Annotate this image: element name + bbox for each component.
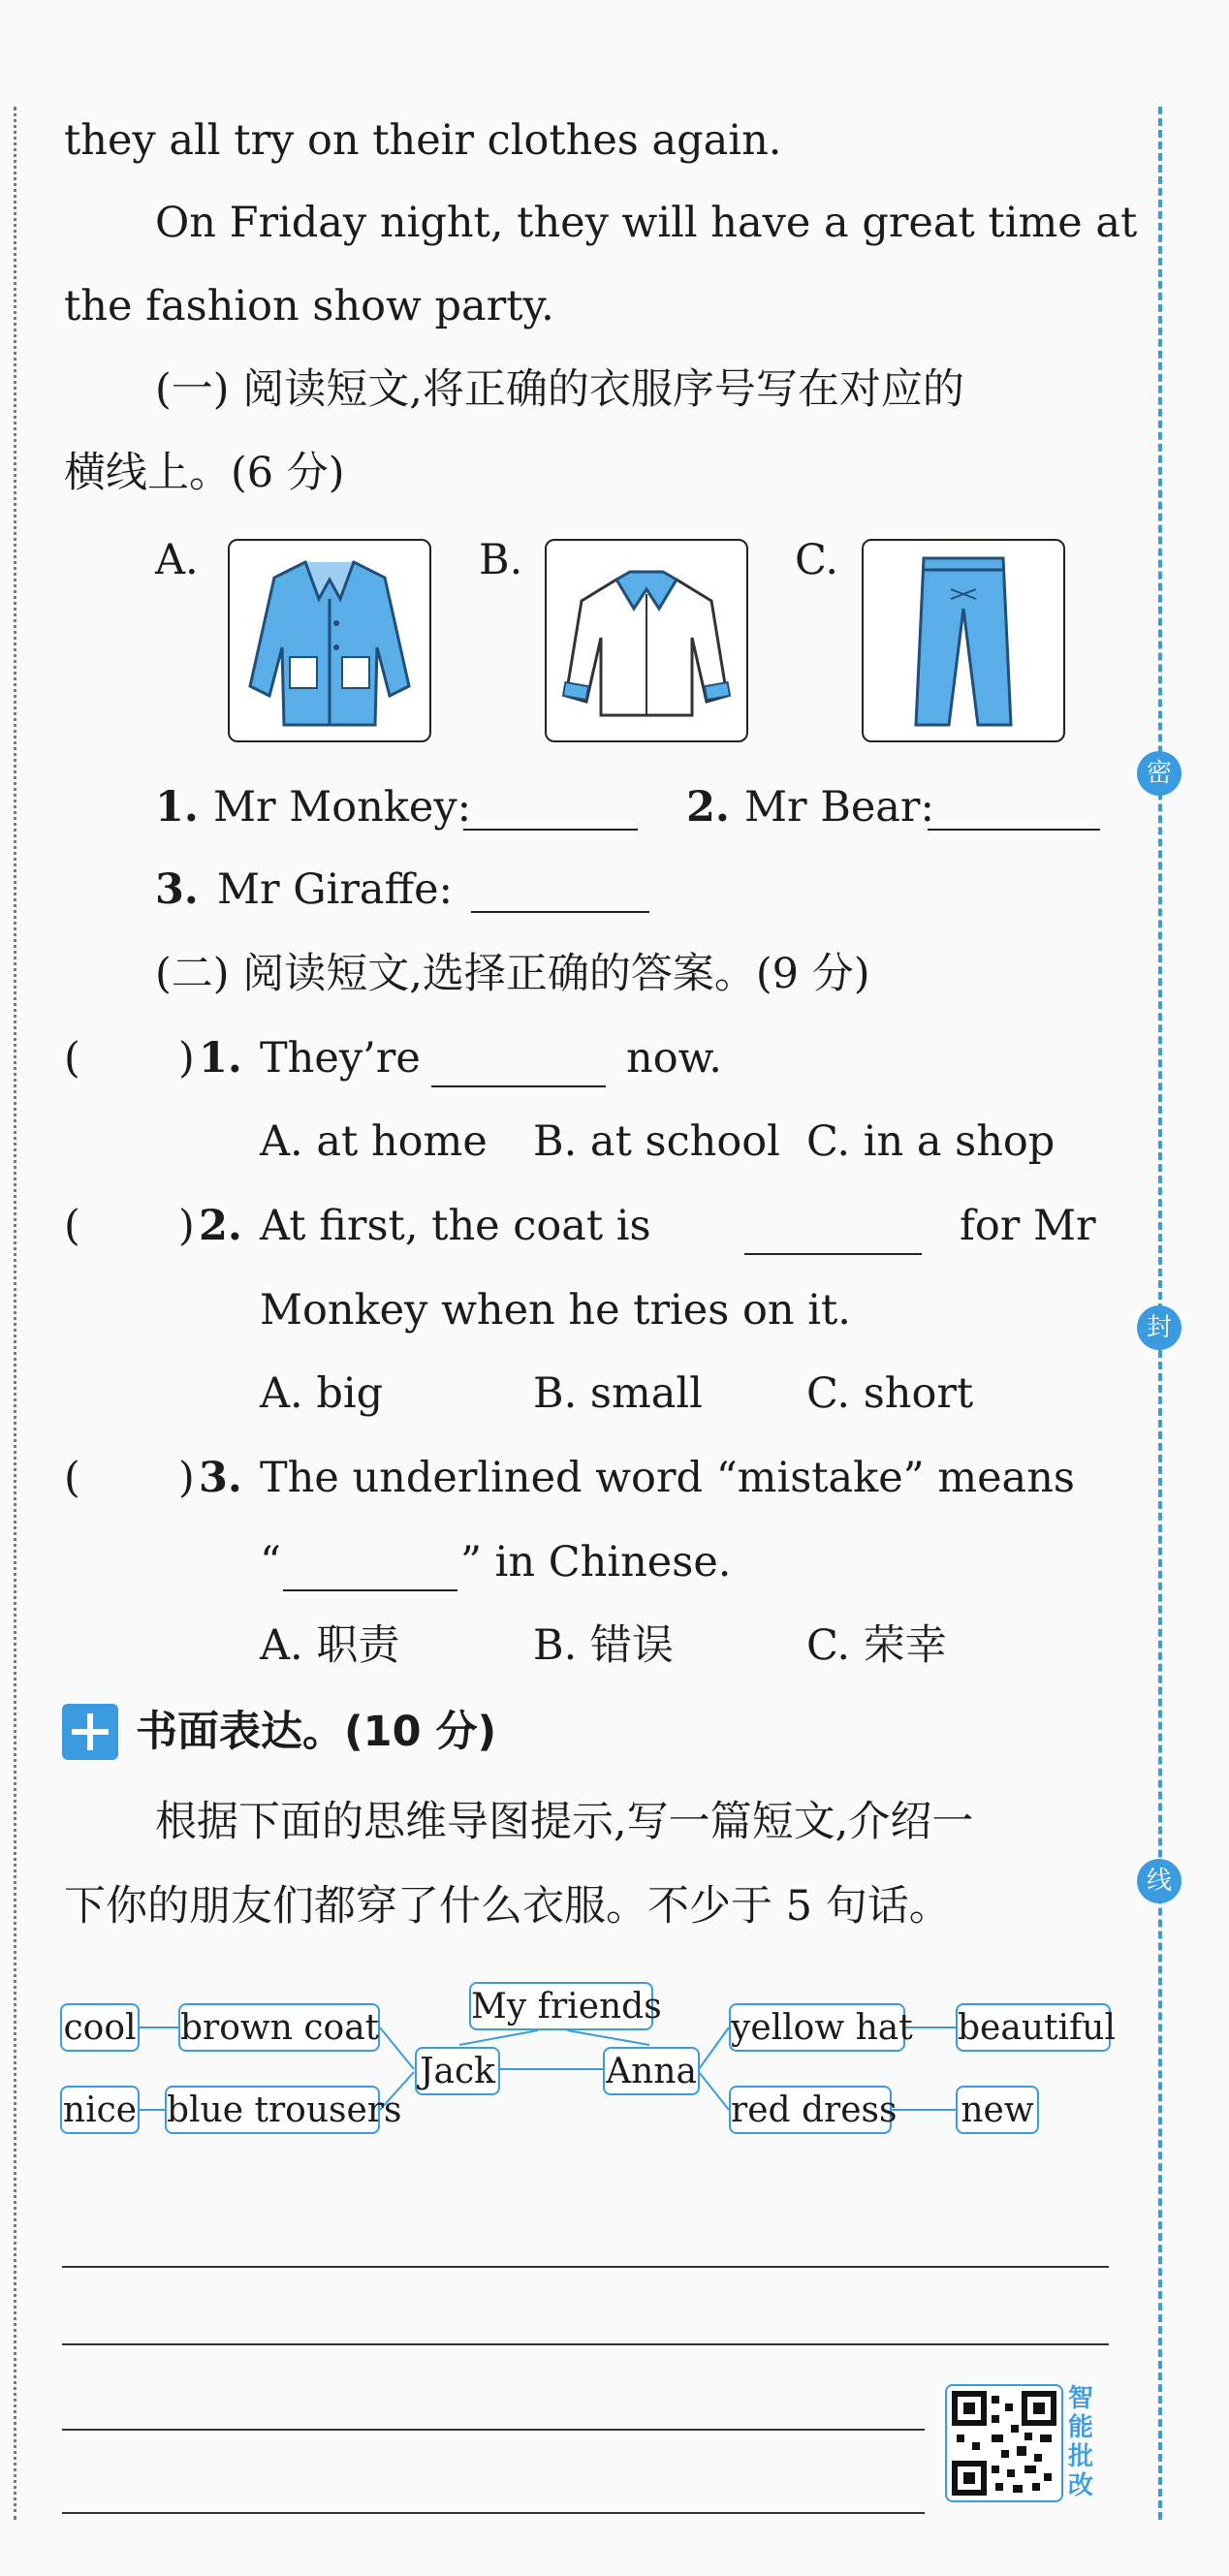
q3-label: Mr Giraffe: <box>217 865 454 914</box>
part1-instruction-1: (一) 阅读短文,将正确的衣服序号写在对应的 <box>155 365 964 414</box>
passage-line-1: they all try on their clothes again. <box>64 116 782 165</box>
mindmap-center: My friends <box>469 1982 653 2030</box>
mc3-paren-close: ) <box>178 1454 195 1502</box>
mc2-paren-close: ) <box>178 1202 195 1250</box>
q1-label: Mr Monkey: <box>213 783 472 832</box>
mc3-option-c[interactable]: C. 荣幸 <box>806 1621 947 1670</box>
writing-prompt-1: 根据下面的思维导图提示,写一篇短文,介绍一 <box>155 1798 974 1846</box>
qr-code[interactable] <box>945 2384 1063 2502</box>
mindmap-anna: Anna <box>603 2047 700 2095</box>
mindmap-jack: Jack <box>415 2047 500 2095</box>
seal-mark-mi: 密 <box>1137 751 1182 796</box>
part2-instruction: (二) 阅读短文,选择正确的答案。(9 分) <box>155 950 870 998</box>
mindmap-anna-adj-1: beautiful <box>956 2003 1111 2052</box>
mc2-paren-open: ( <box>64 1202 80 1250</box>
option-b-letter: B. <box>479 536 523 584</box>
mc3-paren-open: ( <box>64 1454 80 1502</box>
mindmap-anna-item-1: yellow hat <box>729 2003 905 2052</box>
option-c-letter: C. <box>795 536 839 584</box>
q3-number: 3. <box>155 865 199 914</box>
mc2-number: 2. <box>199 1202 242 1250</box>
mc2-option-b[interactable]: B. small <box>533 1369 703 1418</box>
section-ten-title: 书面表达。(10 分) <box>136 1708 497 1756</box>
passage-line-2: On Friday night, they will have a great time at <box>155 199 1138 247</box>
mc1-option-c[interactable]: C. in a shop <box>806 1117 1056 1166</box>
writing-line-1[interactable] <box>62 2266 1109 2268</box>
mindmap-jack-item-2: blue trousers <box>165 2086 380 2134</box>
option-a-letter: A. <box>155 536 199 584</box>
mc2-text-b: for Mr <box>960 1202 1096 1250</box>
writing-line-3[interactable] <box>62 2429 925 2431</box>
mc1-option-b[interactable]: B. at school <box>533 1117 780 1166</box>
mc3-text-b: ” in Chinese. <box>460 1538 732 1586</box>
mc3-text-a: The underlined word “mistake” means <box>260 1454 1075 1502</box>
q1-number: 1. <box>155 783 199 832</box>
qr-code-icon <box>947 2386 1061 2500</box>
mc1-option-a[interactable]: A. at home <box>260 1117 488 1166</box>
seal-mark-xian: 线 <box>1137 1859 1182 1903</box>
writing-prompt-2: 下你的朋友们都穿了什么衣服。不少于 5 句话。 <box>64 1882 951 1931</box>
part1-instruction-2: 横线上。(6 分) <box>64 449 345 497</box>
mc3-number: 3. <box>199 1454 242 1502</box>
mc1-text-a: They’re <box>260 1034 421 1083</box>
mindmap-anna-adj-2: new <box>956 2086 1039 2134</box>
writing-line-4[interactable] <box>62 2512 925 2514</box>
mc3-quote-open: “ <box>260 1538 281 1586</box>
mindmap-jack-adj-1: cool <box>60 2003 140 2052</box>
mc1-text-b: now. <box>626 1034 722 1083</box>
q2-label: Mr Bear: <box>744 783 934 832</box>
q2-number: 2. <box>686 783 730 832</box>
mc1-paren-open: ( <box>64 1034 80 1083</box>
mindmap-anna-item-2: red dress <box>729 2086 892 2134</box>
mc2-text-a: At first, the coat is <box>260 1202 651 1250</box>
mc2-option-c[interactable]: C. short <box>806 1369 974 1418</box>
writing-line-2[interactable] <box>62 2343 1109 2345</box>
passage-line-3: the fashion show party. <box>64 282 554 330</box>
mindmap-jack-adj-2: nice <box>60 2086 140 2134</box>
mc3-option-a[interactable]: A. 职责 <box>260 1621 400 1670</box>
mc3-option-b[interactable]: B. 错误 <box>533 1621 674 1670</box>
smart-grading-label: 智能批改 <box>1068 2384 1094 2500</box>
mc2-text-c: Monkey when he tries on it. <box>260 1286 851 1335</box>
mc1-paren-close: ) <box>178 1034 195 1083</box>
mc2-option-a[interactable]: A. big <box>260 1369 384 1418</box>
seal-mark-feng: 封 <box>1137 1305 1182 1350</box>
mc1-number: 1. <box>199 1034 242 1083</box>
mindmap-jack-item-1: brown coat <box>178 2003 380 2052</box>
